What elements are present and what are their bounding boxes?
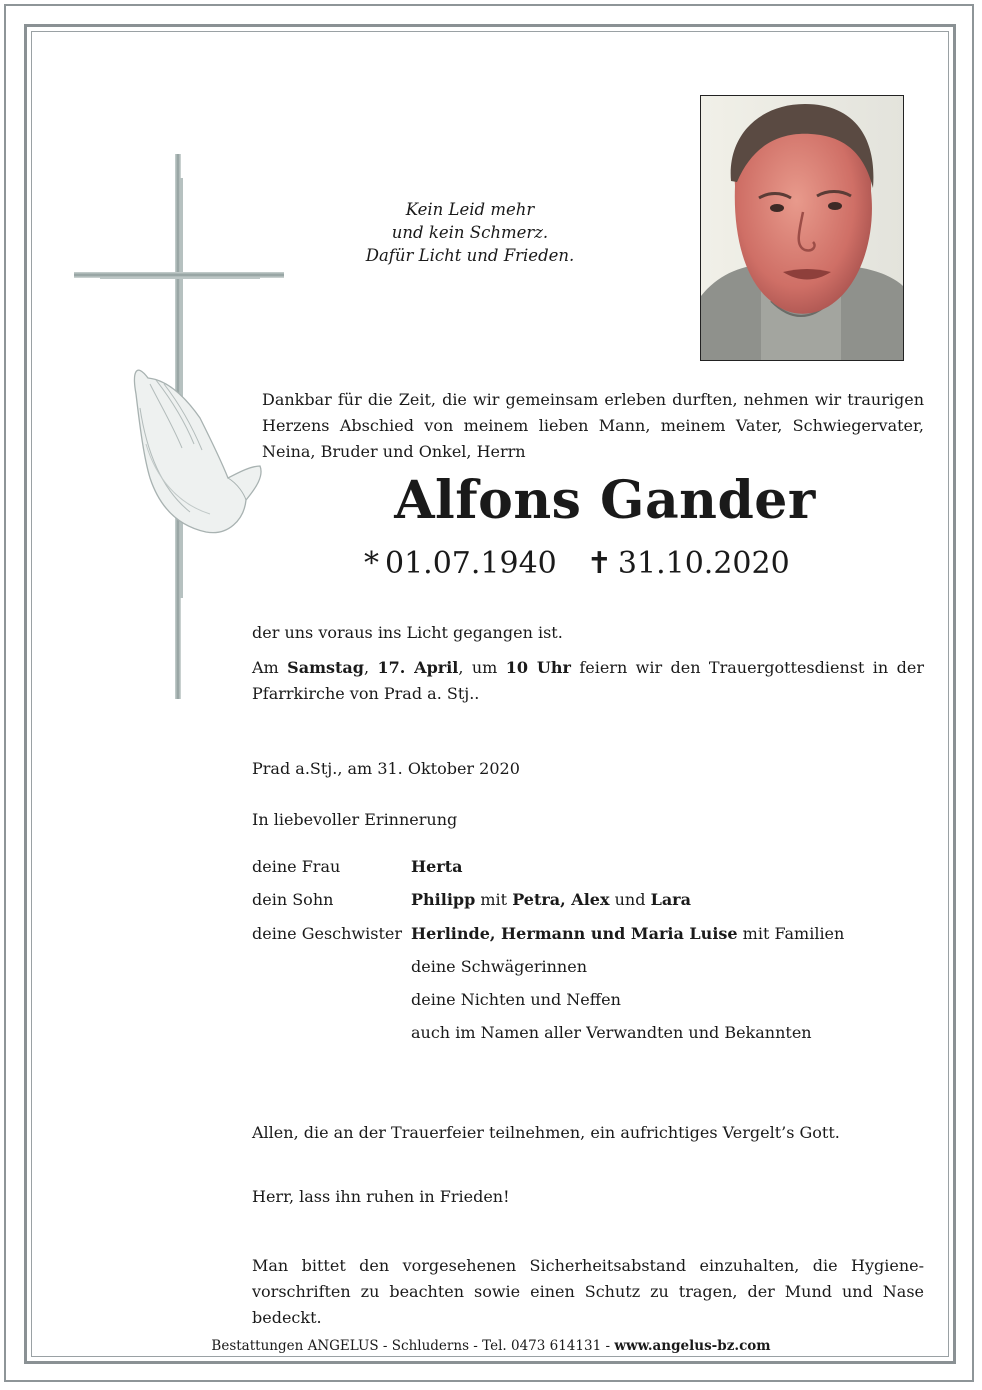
son-und: und (614, 890, 646, 909)
birth-date: 01.07.1940 (385, 546, 557, 581)
death-date: 31.10.2020 (617, 546, 790, 581)
family-son-names (411, 888, 691, 912)
son-partners: Petra, Alex (512, 890, 610, 909)
footer-website[interactable]: www.angelus-bz.com (614, 1338, 771, 1354)
hygiene-notice: Man bittet den vorgesehenen Sicherheitsabstand einzuhalten, die Hygiene-vorschriften zu beachten sowie einen Schutz zu tragen, der Mund und Nase bedeckt. (252, 1256, 924, 1327)
family-son-label: dein Sohn (252, 890, 334, 909)
footer (160, 1336, 822, 1356)
memory-text: In liebevoller Erinnerung (252, 810, 458, 829)
siblings-names: Herlinde, Hermann und Maria Luise (411, 924, 738, 943)
thanks-text: Allen, die an der Trauerfeier teilnehmen, ein aufrichtiges Vergelt’s Gott. (252, 1123, 840, 1142)
birth-star-icon: * (364, 546, 379, 581)
service-info (252, 655, 924, 707)
service-day: Samstag (287, 658, 364, 677)
siblings-suffix: mit Familien (742, 924, 845, 943)
place-date: Prad a.Stj., am 31. Oktober 2020 (252, 759, 520, 778)
footer-company: Bestattungen ANGELUS - Schluderns - Tel. 0473 614131 - (211, 1338, 611, 1354)
son-mit: mit (480, 890, 508, 909)
prayer-text: Herr, lass ihn ruhen in Frieden! (252, 1187, 510, 1206)
wife-name: Herta (411, 857, 463, 876)
family-wife-name (411, 855, 462, 879)
son-name: Philipp (411, 890, 476, 909)
family-extra-1: deine Schwägerinnen (411, 957, 588, 976)
family-wife-label: deine Frau (252, 857, 341, 876)
portrait-photo (700, 95, 904, 361)
service-um: , um (458, 658, 498, 677)
service-comma: , (363, 658, 370, 677)
verse-line: und kein Schmerz. (391, 223, 549, 242)
family-extra-2: deine Nichten und Neffen (411, 990, 621, 1009)
deceased-name: Alfons Gander (394, 470, 816, 531)
service-am: Am (252, 658, 279, 677)
service-date: 17. April (377, 658, 459, 677)
family-extra-3: auch im Namen aller Verwandten und Bekannten (411, 1023, 812, 1042)
verse-line: Kein Leid mehr (405, 200, 535, 219)
family-siblings-names (411, 922, 844, 946)
family-siblings-label: deine Geschwister (252, 924, 402, 943)
portrait-illustration (701, 96, 903, 360)
service-rest: feiern wir den Trauergottesdienst in der Pfarrkirche von Prad a. Stj.. (252, 658, 924, 703)
death-cross-icon: ✝ (586, 546, 612, 581)
passing-text: der uns voraus ins Licht gegangen ist. (252, 623, 563, 642)
life-dates (364, 542, 884, 586)
son-last: Lara (650, 890, 691, 909)
intro-text: Dankbar für die Zeit, die wir gemeinsam erleben durften, nehmen wir traurigen Herzens Abschied von meinem lieben Mann, meinem Vater, Schwiegervater, Neina, Bruder und Onkel, Herrn (262, 390, 924, 461)
service-time: 10 Uhr (505, 658, 571, 677)
memorial-verse (340, 198, 600, 267)
verse-line: Dafür Licht und Frieden. (365, 246, 575, 265)
